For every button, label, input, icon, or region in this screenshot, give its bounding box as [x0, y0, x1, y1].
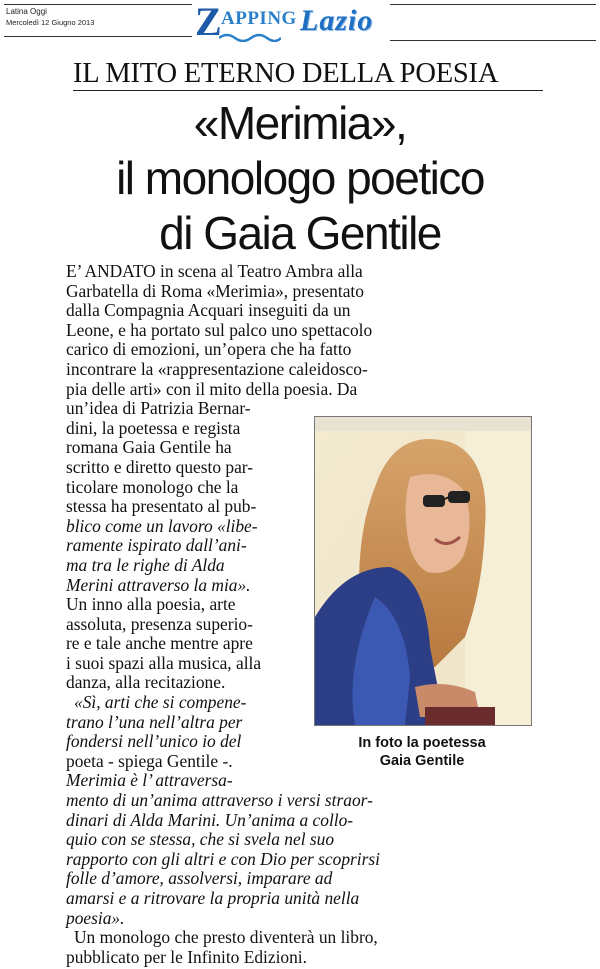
body-line: scritto e diretto questo par-: [66, 456, 254, 477]
body-line: incontrare la «rappresentazione caleidosco-: [66, 358, 368, 379]
headline-line: il monologo poetico: [116, 152, 484, 204]
article-photo: [314, 416, 532, 726]
body-line: carico di emozioni, un’opera che ha fatto: [66, 339, 352, 360]
headline-line: di Gaia Gentile: [159, 207, 441, 259]
body-line: Garbatella di Roma «Merimia», presentato: [66, 280, 364, 301]
body-line: trano l’una nell’altra per: [66, 711, 243, 732]
zapping-wave-icon: [219, 32, 281, 42]
caption-line: Gaia Gentile: [379, 753, 465, 769]
caption-line: In foto la poetessa: [358, 735, 486, 751]
portrait-image: [315, 417, 531, 725]
masthead-rule-bottom: [4, 36, 192, 37]
body-line: assoluta, presenza superio-: [66, 613, 253, 634]
body-line: ticolare monologo che la: [66, 476, 239, 497]
body-line: un’idea di Patrizia Bernar-: [66, 398, 251, 419]
body-line: folle d’amore, assolversi, imparare ad: [66, 868, 333, 889]
masthead-rule-right-top: [390, 4, 596, 5]
kicker-rule: [73, 90, 543, 91]
body-line: Leone, e ha portato sul palco uno spettacolo: [66, 319, 373, 340]
body-line: pubblicato per le Infinito Edizioni.: [66, 946, 307, 967]
masthead-rule-top: [4, 4, 192, 5]
article-headline: [20, 96, 580, 261]
body-line: blico come un lavoro «libe-: [66, 515, 258, 536]
body-line: i suoi spazi alla musica, alla: [66, 652, 262, 673]
body-line: amarsi e a ritrovare la propria unità nella: [66, 888, 360, 908]
body-line: stessa ha presentato al pub-: [66, 496, 257, 517]
zapping-logo: [193, 0, 297, 44]
body-line: poesia».: [66, 907, 125, 928]
body-line: E’ ANDATO in scena al Teatro Ambra alla: [66, 261, 363, 281]
publication-name: Latina Oggi: [6, 7, 47, 16]
publication-date: Mercoledì 12 Giugno 2013: [6, 18, 95, 27]
body-line: Un monologo che presto diventerà un libro,: [74, 927, 378, 948]
body-line: dinari di Alda Marini. Un’anima a collo-: [66, 809, 354, 830]
body-line: dini, la poetessa e regista: [66, 417, 241, 438]
body-line: mento di un’anima attraverso i versi straor-: [66, 790, 373, 811]
body-line: Merini attraverso la mia».: [66, 574, 251, 595]
body-line: rapporto con gli altri e con Dio per scoprirsi: [66, 848, 380, 869]
body-line: pia delle arti» con il mito della poesia. Da: [66, 378, 358, 399]
body-line: romana Gaia Gentile ha: [66, 437, 232, 458]
body-line: «Sì, arti che si compene-: [74, 692, 247, 713]
body-line: ramente ispirato dall’ani-: [66, 535, 247, 556]
zapping-logo-rest: APPING: [221, 8, 297, 29]
photo-caption: [314, 734, 530, 770]
zapping-logo-initial: Z: [195, 0, 222, 44]
masthead-info: [6, 6, 94, 28]
body-line: Merimia è l’ attraversa-: [66, 770, 233, 791]
body-line: fondersi nell’unico io del: [66, 731, 242, 752]
masthead-rule-right-bottom: [390, 40, 596, 41]
body-line: danza, alla recitazione.: [66, 672, 226, 693]
body-line: re e tale anche mentre apre: [66, 633, 253, 654]
body-line: dalla Compagnia Acquari inseguiti da un: [66, 300, 351, 321]
body-line: quio con se stessa, che si svela nel suo: [66, 829, 335, 850]
article-kicker: IL MITO ETERNO DELLA POESIA: [73, 58, 499, 89]
body-line: ma tra le righe di Alda: [66, 554, 225, 575]
section-region: Lazio: [300, 4, 374, 37]
body-line: Un inno alla poesia, arte: [66, 594, 236, 615]
headline-line: «Merimia»,: [193, 97, 407, 149]
body-line: poeta - spiega Gentile -.: [66, 750, 233, 771]
